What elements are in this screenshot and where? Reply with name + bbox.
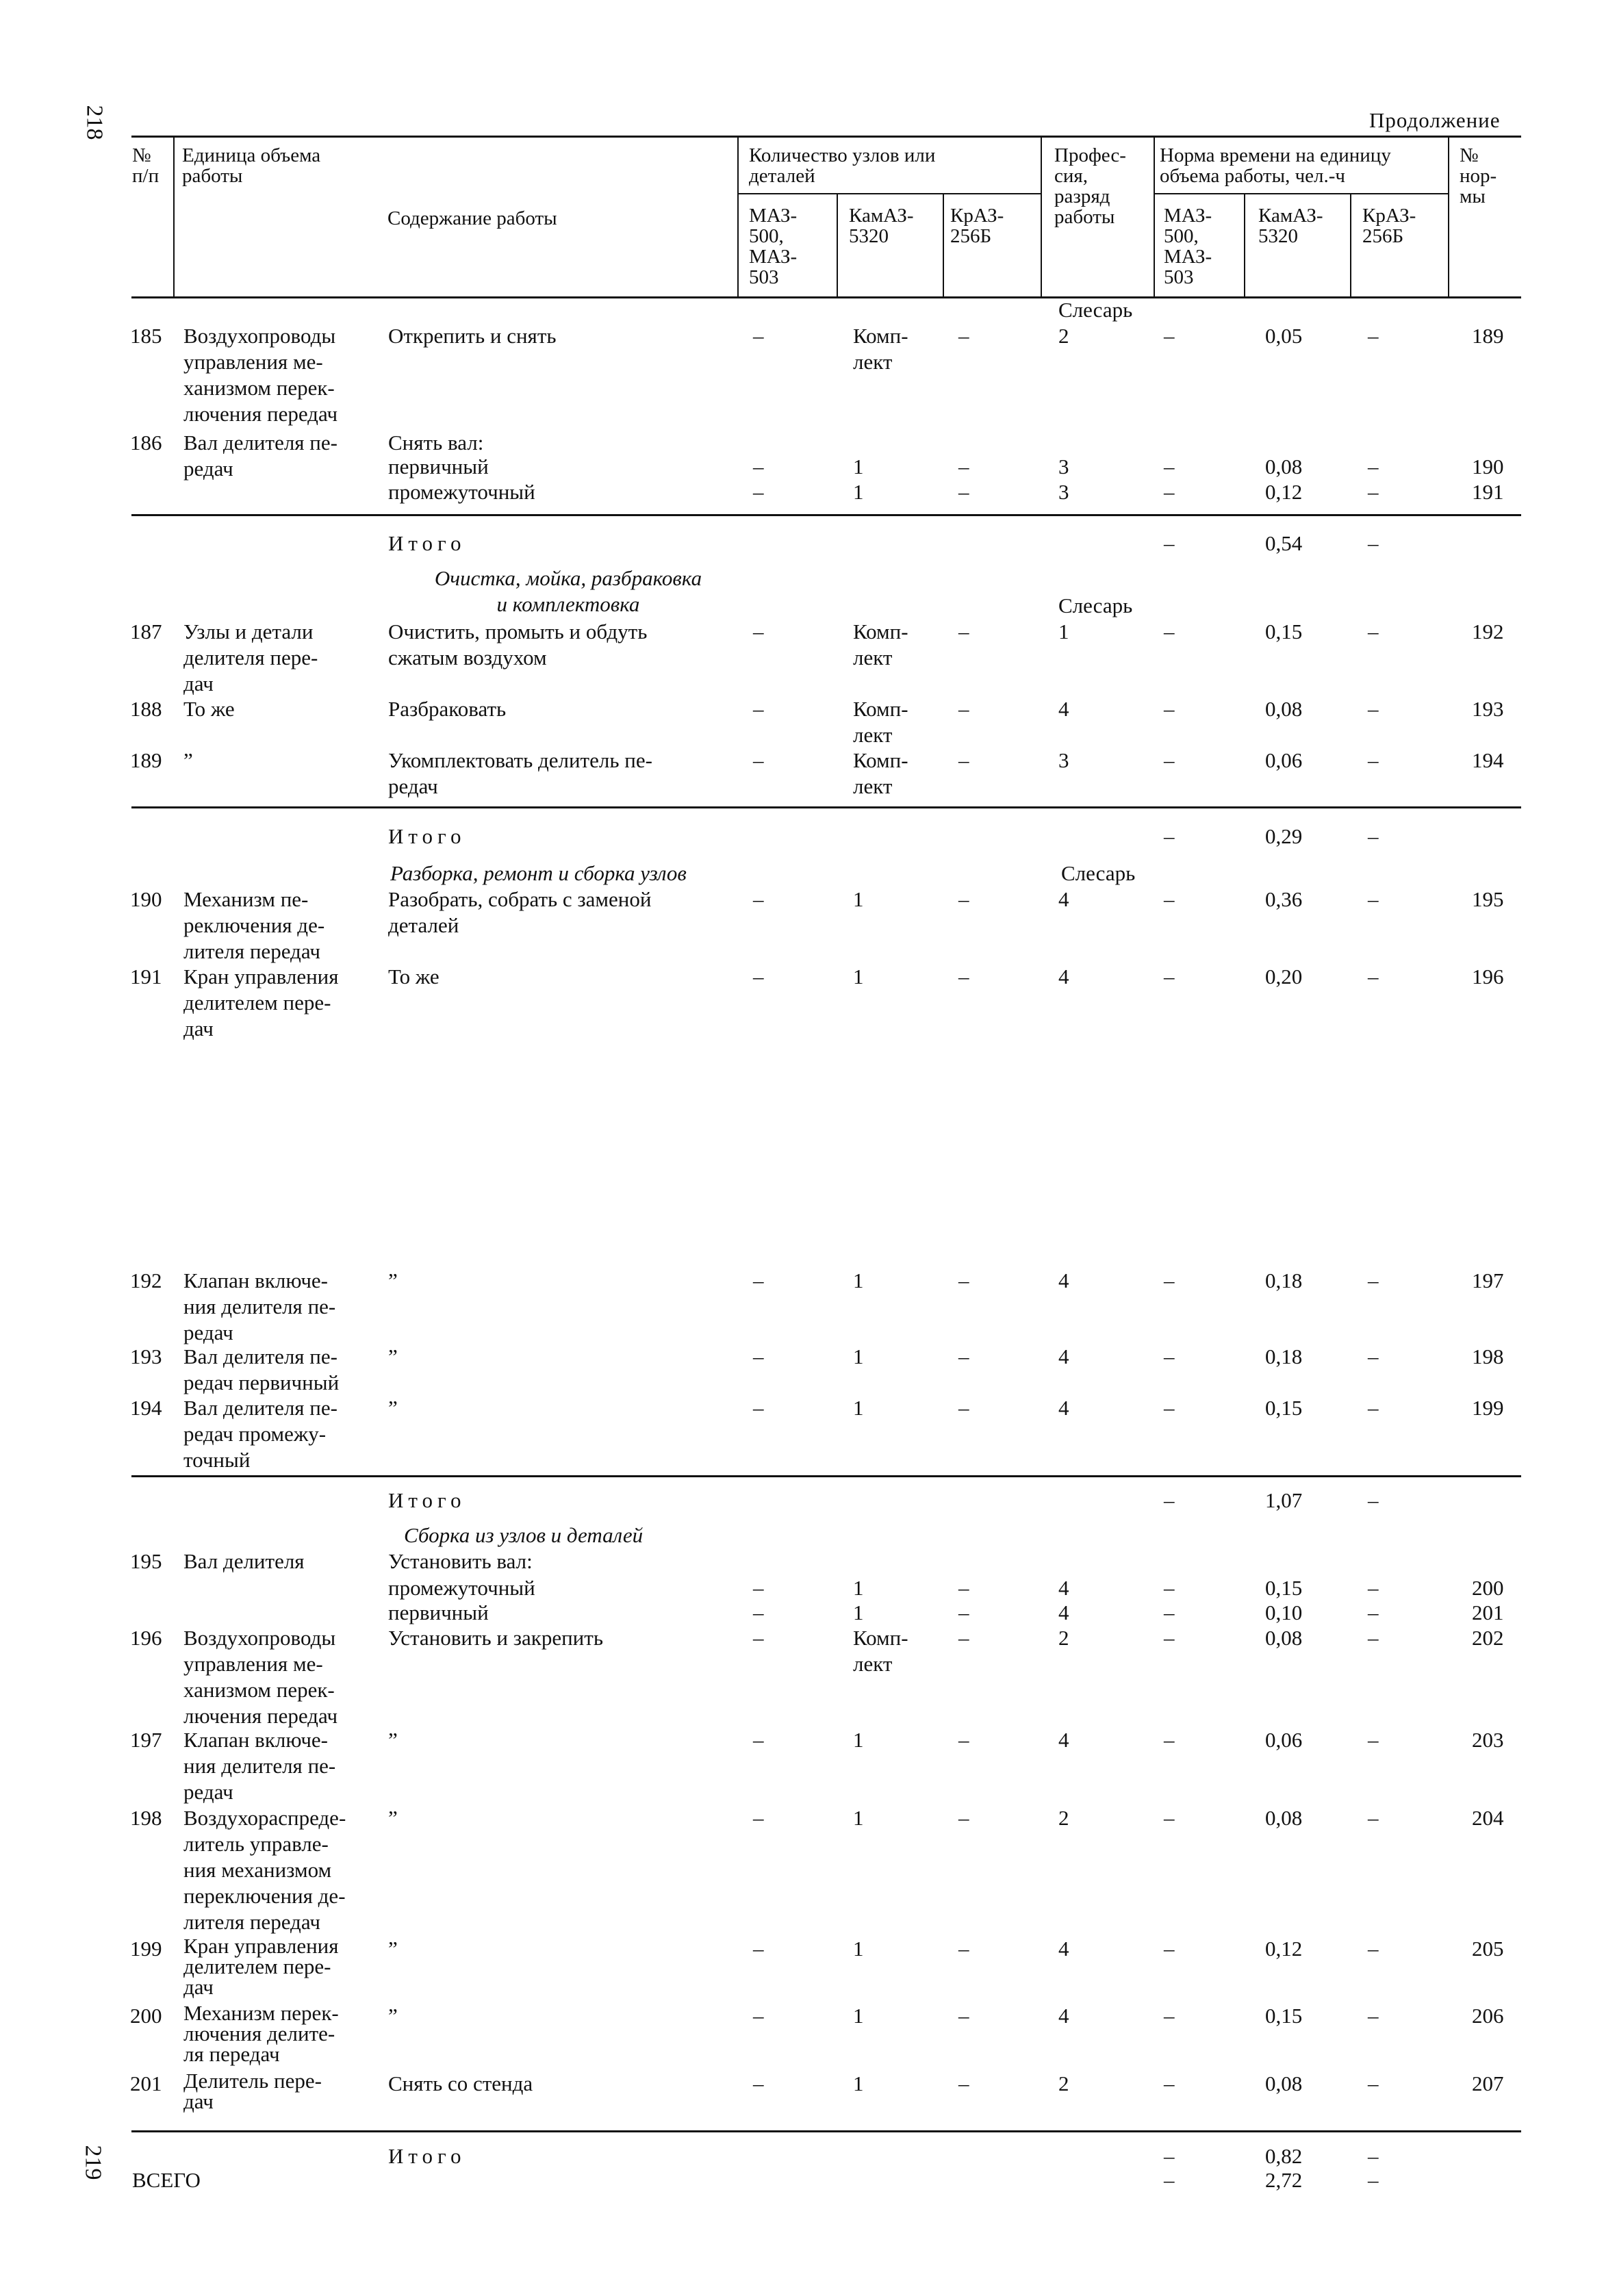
row-unit: Вал делителя пе- редач первичный [183,1344,340,1394]
row-norm-kraz: – [1368,324,1379,348]
row-norm-maz: – [1164,1268,1175,1292]
row-norm-maz: – [1164,2071,1175,2095]
row-qty-maz: – [753,1806,764,1830]
row-norm-num: 192 [1472,620,1504,643]
row-num: 189 [130,748,162,772]
row-qty-kamaz: 1 [853,480,864,504]
row-norm-maz: – [1164,1806,1175,1830]
row-qty-kraz: – [958,1600,969,1624]
row-norm-num: 205 [1472,1937,1504,1961]
row-qty-kamaz: 1 [853,1728,864,1752]
row-profession: 2 [1058,2071,1069,2095]
header-norm-kraz: КрАЗ- 256Б [1362,205,1416,247]
total-label: Итого [388,1488,466,1512]
grand-total-label: ВСЕГО [132,2168,201,2192]
header-qty-kamaz: КамАЗ- 5320 [849,205,914,247]
grand-norm-kraz: – [1368,2168,1379,2192]
row-qty-kraz: – [958,748,969,772]
row-qty-kamaz: Комп- лект [853,324,908,374]
row-profession: 4 [1058,1344,1069,1368]
row-norm-kraz: – [1368,887,1379,911]
row-unit: Вал делителя пе- редач промежу- точный [183,1396,338,1472]
row-norm-kraz: – [1368,697,1379,721]
total-norm-kraz: – [1368,824,1379,848]
row-profession: 4 [1058,1600,1069,1624]
row-norm-maz: – [1164,697,1175,721]
row-norm-kamaz: 0,06 [1265,1728,1303,1752]
row-norm-kamaz: 0,08 [1265,455,1303,479]
row-profession: 4 [1058,1268,1069,1292]
row-qty-kamaz: Комп- лект [853,620,908,669]
row-qty-kamaz: 1 [853,1396,864,1420]
row-unit: Кран управления делителем пере- дач [183,1934,339,1999]
row-profession: 4 [1058,1937,1069,1961]
row-norm-kamaz: 0,05 [1265,324,1303,348]
rule [131,1475,1521,1477]
rule [131,2130,1521,2132]
row-norm-kraz: – [1368,965,1379,988]
row-profession: 3 [1058,748,1069,772]
header-num: № п/п [132,144,160,187]
row-norm-kraz: – [1368,1626,1379,1650]
row-norm-num: 194 [1472,748,1504,772]
row-unit: Вал делителя пе- редач [183,431,338,481]
row-qty-kamaz: 1 [853,1576,864,1600]
row-norm-num: 197 [1472,1268,1504,1292]
row-num: 194 [130,1396,162,1420]
row-content: ” [388,1344,398,1368]
row-qty-maz: – [753,887,764,911]
row-norm-kamaz: 0,10 [1265,1600,1303,1624]
row-unit: Воздухораспреде- литель управле- ния механизмом переключения де- лителя передач [183,1806,346,1934]
row-profession: 4 [1058,1396,1069,1420]
row-norm-num: 199 [1472,1396,1504,1420]
row-norm-maz: – [1164,965,1175,988]
total-label: Итого [388,824,466,848]
row-num: 192 [130,1268,162,1292]
row-unit: Вал делителя [183,1549,305,1573]
row-num: 191 [130,965,162,988]
row-content: Разбраковать [388,697,507,721]
row-qty-maz: – [753,480,764,504]
row-unit: Кран управления делителем пере- дач [183,965,339,1041]
row-norm-maz: – [1164,887,1175,911]
section-heading: Очистка, мойка, разбраковка и комплектовка [434,566,702,616]
row-norm-num: 203 [1472,1728,1504,1752]
row-norm-kraz: – [1368,1937,1379,1961]
row-norm-maz: – [1164,620,1175,643]
row-qty-maz: – [753,2004,764,2028]
row-norm-kamaz: 0,18 [1265,1344,1303,1368]
row-qty-kamaz: Комп- лект [853,748,908,798]
row-qty-maz: – [753,620,764,643]
row-norm-num: 193 [1472,697,1504,721]
row-norm-maz: – [1164,2004,1175,2028]
header-unit: Единица объема работы [182,144,321,187]
row-norm-kamaz: 0,18 [1265,1268,1303,1292]
row-num: 185 [130,324,162,348]
row-qty-kraz: – [958,2004,969,2028]
row-num: 200 [130,2004,162,2028]
header-norm-kamaz: КамАЗ- 5320 [1258,205,1323,247]
row-qty-kamaz: Комп- лект [853,1626,908,1676]
row-unit: Механизм пе- реключения де- лителя передач [183,887,325,963]
row-num: 188 [130,697,162,721]
row-norm-maz: – [1164,455,1175,479]
row-norm-maz: – [1164,1937,1175,1961]
row-norm-maz: – [1164,324,1175,348]
total-norm-kamaz: 0,82 [1265,2144,1303,2168]
row-content: ” [388,1728,398,1752]
row-content: Открепить и снять [388,324,557,348]
row-norm-kamaz: 0,15 [1265,620,1303,643]
total-label: Итого [388,531,466,555]
total-norm-kamaz: 0,29 [1265,824,1303,848]
row-content: промежуточный [388,1576,535,1600]
row-profession: 4 [1058,887,1069,911]
row-num: 193 [130,1344,162,1368]
row-qty-kamaz: 1 [853,887,864,911]
row-qty-kraz: – [958,480,969,504]
row-qty-kraz: – [958,1937,969,1961]
row-num: 187 [130,620,162,643]
row-content: Очистить, промыть и обдуть сжатым воздухом [388,620,648,669]
row-norm-num: 191 [1472,480,1504,504]
row-norm-maz: – [1164,1626,1175,1650]
grand-norm-maz: – [1164,2168,1175,2192]
row-norm-kraz: – [1368,748,1379,772]
row-norm-num: 200 [1472,1576,1504,1600]
row-profession: 4 [1058,1728,1069,1752]
grand-norm-kamaz: 2,72 [1265,2168,1303,2192]
rule [131,806,1521,808]
row-unit: ” [183,748,193,772]
row-norm-kraz: – [1368,1268,1379,1292]
row-norm-kamaz: 0,15 [1265,2004,1303,2028]
section-profession: Слесарь [1058,594,1133,617]
row-unit: Делитель пере- дач [183,2069,322,2113]
header-profession: Профес- сия, разряд работы [1054,144,1126,228]
row-content: ” [388,1806,398,1830]
row-qty-kamaz: 1 [853,2071,864,2095]
row-unit: Клапан включе- ния делителя пе- редач [183,1728,336,1804]
rule [131,514,1521,516]
total-norm-maz: – [1164,1488,1175,1512]
row-num: 201 [130,2071,162,2095]
row-content: Установить и закрепить [388,1626,603,1650]
row-qty-maz: – [753,1576,764,1600]
row-norm-kamaz: 0,12 [1265,480,1303,504]
row-norm-num: 196 [1472,965,1504,988]
row-norm-kraz: – [1368,455,1379,479]
row-qty-maz: – [753,1344,764,1368]
row-norm-kraz: – [1368,480,1379,504]
row-norm-kraz: – [1368,2071,1379,2095]
row-unit: То же [183,697,235,721]
row-qty-maz: – [753,2071,764,2095]
row-content: Укомплектовать делитель пе- редач [388,748,652,798]
total-norm-kamaz: 1,07 [1265,1488,1303,1512]
row-unit: Воздухопроводы управления ме- ханизмом перек- лючения передач [183,324,338,426]
row-qty-kraz: – [958,1344,969,1368]
row-profession: 3 [1058,480,1069,504]
section-heading: Разборка, ремонт и сборка узлов [390,861,687,885]
row-unit: Узлы и детали делителя пере- дач [183,620,318,696]
row-norm-maz: – [1164,1576,1175,1600]
row-num: 190 [130,887,162,911]
row-num: 198 [130,1806,162,1830]
row-norm-maz: – [1164,1396,1175,1420]
total-norm-kamaz: 0,54 [1265,531,1303,555]
row-norm-kamaz: 0,12 [1265,1937,1303,1961]
total-norm-maz: – [1164,2144,1175,2168]
header-content: Содержание работы [387,207,557,229]
section-profession: Слесарь [1061,861,1136,885]
row-profession: 1 [1058,620,1069,643]
row-norm-kamaz: 0,20 [1265,965,1303,988]
row-qty-kraz: – [958,455,969,479]
row-qty-kraz: – [958,697,969,721]
row-qty-maz: – [753,1396,764,1420]
row-norm-num: 201 [1472,1600,1504,1624]
row-norm-kamaz: 0,08 [1265,2071,1303,2095]
row-qty-maz: – [753,748,764,772]
row-norm-num: 198 [1472,1344,1504,1368]
row-norm-maz: – [1164,1600,1175,1624]
row-qty-kraz: – [958,1396,969,1420]
row-norm-num: 204 [1472,1806,1504,1830]
section-heading: Сборка из узлов и деталей [404,1523,644,1547]
row-norm-maz: – [1164,1728,1175,1752]
row-qty-kraz: – [958,620,969,643]
row-norm-maz: – [1164,480,1175,504]
row-norm-num: 207 [1472,2071,1504,2095]
row-norm-kraz: – [1368,1344,1379,1368]
row-norm-kamaz: 0,36 [1265,887,1303,911]
row-content: промежуточный [388,480,535,504]
row-num: 196 [130,1626,162,1650]
row-qty-kamaz: 1 [853,1600,864,1624]
row-norm-num: 195 [1472,887,1504,911]
row-content: Разобрать, собрать с заменой деталей [388,887,652,937]
row-qty-kraz: – [958,887,969,911]
row-content: Снять со стенда [388,2071,533,2095]
row-content: ” [388,1937,398,1961]
row-qty-kraz: – [958,1268,969,1292]
row-norm-maz: – [1164,748,1175,772]
row-num: 186 [130,431,162,455]
row-norm-num: 189 [1472,324,1504,348]
header-norm-group: Норма времени на единицу объема работы, чел.-ч [1160,144,1391,187]
row-qty-kraz: – [958,1728,969,1752]
row-norm-kraz: – [1368,620,1379,643]
page-number-bottom: 219 [80,2145,106,2180]
row-norm-kamaz: 0,08 [1265,1806,1303,1830]
row-norm-kamaz: 0,06 [1265,748,1303,772]
row-norm-kraz: – [1368,1600,1379,1624]
row-num: 197 [130,1728,162,1752]
row-content: Установить вал: [388,1549,533,1573]
row-num: 199 [130,1937,162,1961]
total-label: Итого [388,2144,466,2168]
row-profession: 4 [1058,2004,1069,2028]
row-qty-maz: – [753,697,764,721]
row-qty-kraz: – [958,2071,969,2095]
row-profession: 4 [1058,697,1069,721]
row-qty-kamaz: 1 [853,455,864,479]
row-profession: Слесарь 2 [1058,298,1133,348]
row-content: первичный [388,455,489,479]
row-qty-kamaz: Комп- лект [853,697,908,747]
row-qty-maz: – [753,1626,764,1650]
row-profession: 2 [1058,1806,1069,1830]
row-qty-maz: – [753,455,764,479]
total-norm-maz: – [1164,531,1175,555]
row-content: ” [388,1396,398,1420]
page-number-top: 218 [81,105,107,140]
row-content: То же [388,965,440,988]
row-content: первичный [388,1600,489,1624]
total-norm-kraz: – [1368,2144,1379,2168]
row-norm-kamaz: 0,08 [1265,1626,1303,1650]
row-qty-kraz: – [958,324,969,348]
row-qty-maz: – [753,1937,764,1961]
row-qty-kamaz: 1 [853,1937,864,1961]
row-profession: 4 [1058,965,1069,988]
header-norm-num: № нор- мы [1460,144,1497,207]
continuation-label: Продолжение [1369,108,1501,132]
row-qty-kraz: – [958,965,969,988]
row-qty-kraz: – [958,1626,969,1650]
row-norm-num: 190 [1472,455,1504,479]
row-content: ” [388,2004,398,2028]
row-norm-maz: – [1164,1344,1175,1368]
header-qty-maz: МАЗ- 500, МАЗ- 503 [749,205,798,288]
total-norm-kraz: – [1368,531,1379,555]
row-qty-kraz: – [958,1806,969,1830]
row-profession: 3 [1058,455,1069,479]
header-qty-group: Количество узлов или деталей [749,144,936,187]
row-norm-num: 202 [1472,1626,1504,1650]
row-norm-kraz: – [1368,2004,1379,2028]
row-norm-kraz: – [1368,1576,1379,1600]
row-qty-maz: – [753,324,764,348]
row-norm-num: 206 [1472,2004,1504,2028]
row-unit: Клапан включе- ния делителя пе- редач [183,1268,336,1344]
row-content: ” [388,1268,398,1292]
row-qty-maz: – [753,1268,764,1292]
row-num: 195 [130,1549,162,1573]
total-norm-kraz: – [1368,1488,1379,1512]
row-content: Снять вал: [388,431,484,455]
row-profession: 4 [1058,1576,1069,1600]
row-norm-kamaz: 0,15 [1265,1576,1303,1600]
row-unit: Механизм перек- лючения делите- ля передач [183,2001,339,2066]
row-qty-kamaz: 1 [853,1268,864,1292]
row-qty-kamaz: 1 [853,2004,864,2028]
row-qty-maz: – [753,1728,764,1752]
row-qty-kamaz: 1 [853,965,864,988]
row-qty-kraz: – [958,1576,969,1600]
total-norm-maz: – [1164,824,1175,848]
row-profession: 2 [1058,1626,1069,1650]
row-qty-maz: – [753,965,764,988]
header-norm-maz: МАЗ- 500, МАЗ- 503 [1164,205,1212,288]
row-qty-kamaz: 1 [853,1344,864,1368]
row-unit: Воздухопроводы управления ме- ханизмом перек- лючения передач [183,1626,338,1728]
row-norm-kraz: – [1368,1728,1379,1752]
row-norm-kamaz: 0,08 [1265,697,1303,721]
row-qty-kamaz: 1 [853,1806,864,1830]
row-norm-kamaz: 0,15 [1265,1396,1303,1420]
header-qty-kraz: КрАЗ- 256Б [950,205,1004,247]
row-norm-kraz: – [1368,1396,1379,1420]
row-norm-kraz: – [1368,1806,1379,1830]
row-qty-maz: – [753,1600,764,1624]
